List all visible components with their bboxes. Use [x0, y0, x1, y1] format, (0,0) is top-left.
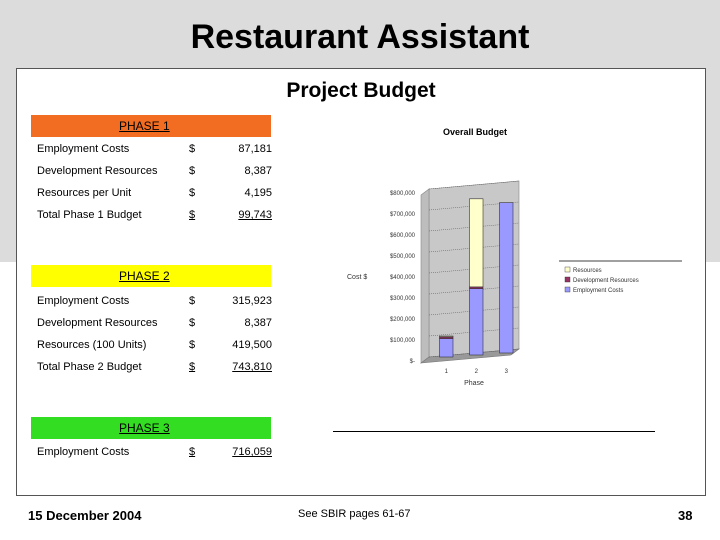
- legend-swatch: [565, 267, 570, 272]
- legend-label: Employment Costs: [573, 288, 624, 294]
- currency-symbol: $: [189, 165, 196, 177]
- bar-segment-employment-costs: [470, 289, 484, 355]
- y-tick-label: $200,000: [389, 317, 415, 323]
- row-label: Total Phase 1 Budget: [37, 209, 142, 221]
- phase-3-label: PHASE 3: [119, 421, 170, 435]
- phase-2-row: [37, 317, 277, 333]
- row-label: Total Phase 2 Budget: [37, 361, 142, 373]
- phase-2-total-row: [37, 361, 277, 377]
- currency-symbol: $: [189, 317, 196, 329]
- row-value: 716,059: [232, 446, 272, 458]
- phase-2-header: [31, 265, 271, 287]
- bar-segment-resources: [470, 199, 484, 287]
- row-label: Development Resources: [37, 165, 158, 177]
- row-label: Resources per Unit: [37, 187, 132, 199]
- phase-3-row: [37, 446, 277, 462]
- phase-2-row: [37, 295, 277, 311]
- y-tick-label: $100,000: [389, 338, 415, 344]
- row-value: 8,387: [244, 317, 272, 329]
- slide-subtitle: Project Budget: [286, 79, 436, 102]
- x-tick-label: 3: [504, 369, 508, 375]
- divider-line: [333, 431, 655, 432]
- footer-date: 15 December 2004: [28, 508, 142, 523]
- row-value: 87,181: [238, 143, 272, 155]
- row-value: 8,387: [244, 165, 272, 177]
- phase-1-row: [37, 165, 277, 181]
- currency-symbol: $: [189, 339, 196, 351]
- currency-symbol: $: [189, 295, 196, 307]
- phase-1-total-row: [37, 209, 277, 225]
- y-tick-label: $400,000: [389, 275, 415, 281]
- bar-segment-employment-costs: [500, 203, 514, 353]
- x-tick-label: 2: [474, 369, 478, 375]
- currency-symbol: $: [189, 143, 196, 155]
- overall-budget-chart: [337, 121, 682, 406]
- row-value: 315,923: [232, 295, 272, 307]
- slide-title: Restaurant Assistant: [190, 18, 530, 56]
- page-number: 38: [678, 508, 693, 523]
- row-value: 743,810: [232, 361, 272, 373]
- content-frame: [16, 68, 706, 496]
- row-label: Employment Costs: [37, 446, 130, 458]
- bar-segment-resources: [440, 336, 454, 337]
- x-tick-label: 1: [444, 369, 448, 375]
- row-value: 99,743: [238, 209, 272, 221]
- chart-title: Overall Budget: [442, 127, 508, 137]
- phase-1-row: [37, 187, 277, 203]
- y-tick-label: $500,000: [389, 254, 415, 260]
- row-label: Employment Costs: [37, 143, 130, 155]
- y-tick-label: $300,000: [389, 296, 415, 302]
- row-value: 4,195: [244, 187, 272, 199]
- phase-3-header: [31, 417, 271, 439]
- y-tick-label: $700,000: [389, 212, 415, 218]
- phase-2-label: PHASE 2: [119, 269, 170, 283]
- currency-symbol: $: [189, 209, 196, 221]
- currency-symbol: $: [189, 361, 196, 373]
- phase-1-header: [31, 115, 271, 137]
- row-label: Employment Costs: [37, 295, 130, 307]
- y-axis-label: Cost $: [347, 274, 368, 281]
- row-label: Resources (100 Units): [37, 339, 147, 351]
- row-label: Development Resources: [37, 317, 158, 329]
- legend-swatch: [565, 287, 570, 292]
- bar-segment-employment-costs: [440, 339, 454, 357]
- phase-2-row: [37, 339, 277, 355]
- legend-label: Development Resources: [573, 278, 639, 284]
- y-tick-label: $-: [409, 359, 415, 365]
- legend-label: Resources: [573, 268, 602, 274]
- y-tick-label: $600,000: [389, 233, 415, 239]
- footer-note: See SBIR pages 61-67: [298, 508, 411, 520]
- currency-symbol: $: [189, 187, 196, 199]
- legend-swatch: [565, 277, 570, 282]
- phase-1-row: [37, 143, 277, 159]
- plot-side-wall: [421, 189, 429, 363]
- currency-symbol: $: [189, 446, 196, 458]
- x-axis-label: Phase: [464, 380, 484, 387]
- y-tick-label: $800,000: [389, 191, 415, 197]
- row-value: 419,500: [232, 339, 272, 351]
- phase-1-label: PHASE 1: [119, 119, 170, 133]
